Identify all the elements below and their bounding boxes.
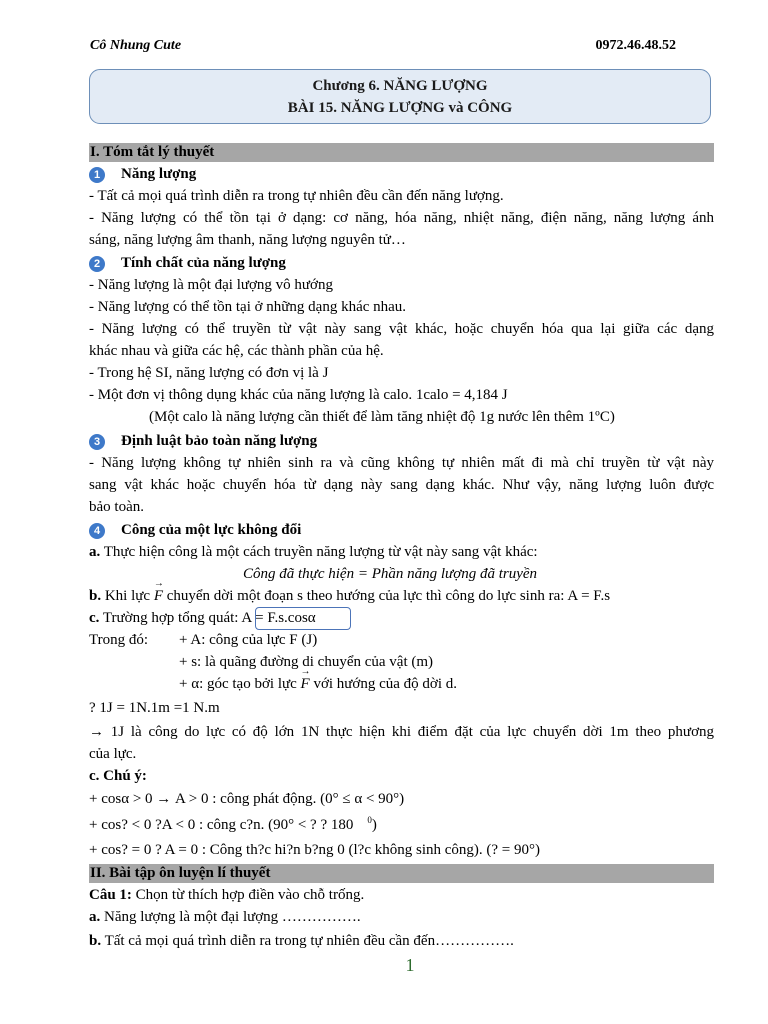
text-line: - Năng lượng có thể tồn tại ở những dạng khác nhau. — [89, 299, 407, 315]
work-formula: A = F.s.cosα — [241, 610, 316, 626]
phone-number: 0972.46.48.52 — [595, 38, 676, 53]
text-line: - Năng lượng có thể tồn tại ở dạng: cơ năng, hóa năng, nhiệt năng, điện năng, năng lượng ánh — [89, 210, 714, 226]
item-text: + α: góc tạo bởi lực — [179, 676, 301, 692]
item-text: Khi lực — [101, 588, 154, 604]
force-vector: → F — [154, 588, 163, 605]
text-line — [89, 588, 610, 605]
text-line: của lực. — [89, 746, 137, 762]
text-line: + cos? = 0 ? A = 0 : Công th?c hi?n b?ng 0 (l?c không sinh công). (? = 90°) — [89, 842, 540, 858]
item-text: Năng lượng là một đại lượng ……………. — [100, 909, 361, 925]
centered-formula: Công đã thực hiện = Phần năng lượng đã truyền — [243, 566, 538, 582]
text-line — [89, 887, 364, 904]
text-line: + s: là quãng đường di chuyển của vật (m) — [179, 654, 434, 670]
text-line — [89, 815, 377, 834]
text-line — [89, 909, 361, 926]
part-heading: Năng lượng — [121, 166, 197, 182]
text-line: → 1J là công do lực có độ lớn 1N thực hiện khi điểm đặt của lực chuyển dời 1m theo phương — [89, 724, 714, 740]
text-line: - Năng lượng không tự nhiên sinh ra và cũng không tự nhiên mất đi mà chỉ truyền từ vật này — [89, 455, 714, 471]
item-text: với hướng của độ dời d. — [309, 676, 458, 692]
title-box — [89, 69, 711, 124]
text-line: + cosα > 0 → A > 0 : công phát động. (0° ≤ α < 90°) — [89, 791, 405, 807]
where-label: Trong đó: — [89, 632, 149, 648]
text-line: - Năng lượng là một đại lượng vô hướng — [89, 277, 333, 293]
author-name: Cô Nhung Cute — [90, 38, 182, 53]
item-text: ) — [371, 817, 377, 833]
item-text: Tất cả mọi quá trình diễn ra trong tự nhiên đều cần đến……………. — [101, 933, 514, 949]
text-line: - Một đơn vị thông dụng khác của năng lượng là calo. 1calo = 4,184 J — [89, 387, 508, 403]
text-line: - Năng lượng có thể truyền từ vật này sang vật khác, hoặc chuyển hóa qua lại giữa các dạng — [89, 321, 714, 337]
text-line — [89, 544, 538, 561]
text-line: (Một calo là năng lượng cần thiết để làm tăng nhiệt độ 1g nước lên thêm 1ºC) — [149, 409, 615, 425]
section-heading: II. Bài tập ôn luyện lí thuyết — [89, 864, 714, 883]
item-label: a. — [89, 909, 101, 925]
item-label: a. — [89, 544, 101, 560]
item-text: Thực hiện công là một cách truyền năng lượng từ vật này sang vật khác: — [100, 544, 538, 560]
text-line: sang vật khác hoặc chuyển hóa từ dạng này sang dạng khác. Như vậy, năng lượng luôn được — [89, 477, 714, 493]
number-badge: 4 — [89, 523, 105, 539]
text-line: bảo toàn. — [89, 499, 144, 515]
text-line — [89, 933, 514, 950]
formula-highlight-box — [255, 607, 351, 630]
part-heading: Công của một lực không đổi — [121, 522, 302, 538]
page-number: 1 — [405, 955, 415, 975]
note-heading: c. Chú ý: — [89, 768, 147, 784]
force-vector: → F — [301, 676, 310, 693]
part-heading: Tính chất của năng lượng — [121, 255, 286, 271]
text-line: ? 1J = 1N.1m =1 N.m — [89, 700, 220, 716]
text-line: - Tất cả mọi quá trình diễn ra trong tự nhiên đều cần đến năng lượng. — [89, 188, 504, 204]
number-badge: 1 — [89, 167, 105, 183]
item-text: Chọn từ thích hợp điền vào chỗ trống. — [131, 887, 365, 903]
number-badge: 3 — [89, 434, 105, 450]
part-heading: Định luật bảo toàn năng lượng — [121, 433, 318, 449]
text-line: + A: công của lực F (J) — [179, 632, 318, 648]
superscript: 0 — [367, 815, 372, 825]
item-text: + cos? < 0 ?A < 0 : công c?n. (90° < ? ? 180 — [89, 817, 354, 833]
question-label: Câu 1: — [89, 887, 132, 903]
item-label: c. — [89, 610, 100, 626]
item-label: b. — [89, 588, 102, 604]
text-line: sáng, năng lượng âm thanh, năng lượng nguyên tử… — [89, 232, 406, 248]
item-text: chuyển dời một đoạn s theo hướng của lực thì công do lực sinh ra: A = F.s — [162, 588, 611, 604]
text-line — [179, 676, 457, 693]
text-line: - Trong hệ SI, năng lượng có đơn vị là J — [89, 365, 329, 381]
item-label: b. — [89, 933, 102, 949]
lesson-title: BÀI 15. NĂNG LƯỢNG và CÔNG — [287, 100, 513, 116]
number-badge: 2 — [89, 256, 105, 272]
text-line: khác nhau và giữa các hệ, các thành phần của hệ. — [89, 343, 384, 359]
item-text: Trường hợp tổng quát: — [99, 610, 242, 626]
section-heading: I. Tóm tắt lý thuyết — [89, 143, 714, 162]
chapter-title: Chương 6. NĂNG LƯỢNG — [312, 78, 488, 94]
